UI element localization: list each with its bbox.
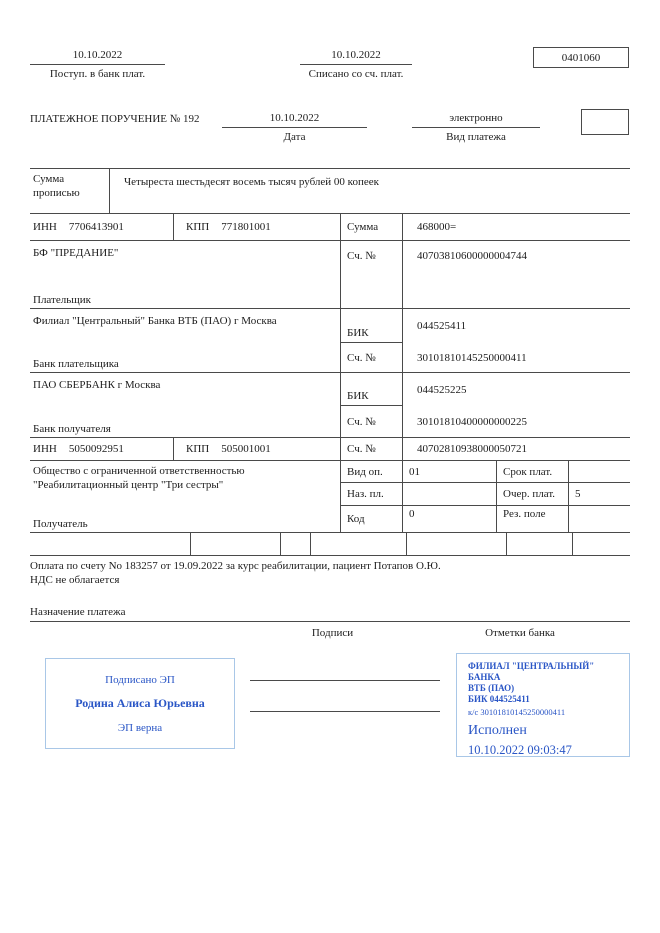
payee-bank-name: ПАО СБЕРБАНК г Москва	[33, 379, 161, 391]
payee-account-label: Сч. №	[340, 438, 402, 460]
form-code-box	[533, 47, 629, 68]
signature-stamp-name: Родина Алиса Юрьевна	[75, 696, 205, 710]
amount-words-value: Четыреста шестьдесят восемь тысяч рублей 00 копеек	[109, 169, 630, 213]
payer-bank-bik-value: 044525411	[417, 320, 467, 332]
amount-words-row	[30, 169, 630, 214]
payment-kind-block	[412, 112, 540, 144]
payment-kind-value: электронно	[412, 112, 540, 128]
payee-bank-corr-value: 30101810400000000225	[417, 415, 527, 428]
payee-kpp: КПП 505001001	[173, 438, 340, 460]
received-date-value: 10.10.2022	[30, 49, 165, 65]
payee-row	[30, 461, 630, 533]
payer-kpp: КПП 771801001	[173, 214, 340, 240]
signature-stamp-line3: ЭП верна	[117, 721, 163, 734]
form-code: 0401060	[561, 51, 601, 64]
purpose-line-2: НДС не облагается	[30, 574, 120, 586]
tax-fields-row	[30, 533, 630, 556]
payer-bank-caption: Банк плательщика	[33, 358, 119, 370]
tax-field-7	[572, 533, 630, 555]
doc-date-label: Дата	[283, 131, 306, 143]
op-kind-value: 01	[402, 461, 496, 482]
payer-caption: Плательщик	[33, 294, 91, 306]
payee-bank-row	[30, 373, 630, 438]
tax-field-5	[406, 533, 506, 555]
tax-field-4	[310, 533, 406, 555]
payer-bank-corr-label: Сч. №	[347, 351, 376, 364]
doc-date-value: 10.10.2022	[222, 112, 367, 128]
pay-term-label: Срок плат.	[496, 461, 568, 482]
amount-value: 468000=	[402, 214, 630, 240]
payer-inn-row	[30, 214, 630, 241]
signature-stamp	[45, 658, 235, 749]
bank-stamp-bank-line1: ФИЛИАЛ "ЦЕНТРАЛЬНЫЙ" БАНКА	[468, 661, 595, 682]
payer-name: БФ "ПРЕДАНИЕ"	[33, 247, 119, 259]
payee-bank-corr-label: Сч. №	[347, 415, 376, 428]
bank-stamp-bik: БИК 044525411	[468, 694, 530, 704]
payee-inn: ИНН 5050092951	[33, 443, 124, 455]
purpose-underline	[30, 621, 630, 622]
purpose-code-value	[402, 483, 496, 505]
bank-stamp-status: Исполнен	[468, 723, 527, 738]
amount-words-label: Сумма прописью	[33, 173, 80, 199]
received-date-block	[30, 49, 165, 81]
payment-purpose-text	[30, 559, 615, 587]
payer-bank-corr-value: 30101810145250000411	[417, 351, 527, 364]
payer-bank-name: Филиал "Центральный" Банка ВТБ (ПАО) г Москва	[33, 315, 277, 327]
debited-date-block	[300, 49, 412, 81]
payment-kind-label: Вид платежа	[446, 131, 506, 143]
payer-inn: ИНН 7706413901	[33, 221, 124, 233]
bank-stamp	[456, 653, 630, 757]
payee-account-value: 40702810938000050721	[402, 438, 630, 460]
purpose-line-1: Оплата по счету No 183257 от 19.09.2022 за курс реабилитации, пациент Потапов О.Ю.	[30, 560, 441, 572]
signature-line-2	[250, 711, 440, 712]
code-value: 0	[402, 506, 496, 532]
reserve-value	[568, 506, 630, 532]
document-title: ПЛАТЕЖНОЕ ПОРУЧЕНИЕ № 192	[30, 113, 200, 125]
payer-bank-bik-label: БИК	[341, 309, 402, 343]
priority-label: Очер. плат.	[496, 483, 568, 505]
amount-label: Сумма	[340, 214, 402, 240]
code-label: Код	[340, 506, 402, 532]
received-date-label: Поступ. в банк плат.	[49, 68, 146, 80]
payer-account-label: Сч. №	[340, 241, 402, 308]
payer-row	[30, 241, 630, 309]
payee-name: Общество с ограниченной ответственностью "Реабилитационный центр "Три сестры"	[33, 465, 245, 491]
payer-account-value: 40703810600000004744	[402, 241, 630, 308]
bank-stamp-datetime: 10.10.2022 09:03:47	[468, 743, 572, 757]
bank-stamp-bank-line2: ВТБ (ПАО)	[468, 683, 515, 693]
doc-date-block	[222, 112, 367, 144]
signatures-label: Подписи	[311, 627, 354, 639]
payee-bank-bik-label: БИК	[341, 373, 402, 406]
tax-field-6	[506, 533, 572, 555]
bank-marks-label: Отметки банка	[485, 627, 555, 639]
payee-caption: Получатель	[33, 518, 88, 530]
priority-value: 5	[568, 483, 630, 505]
tax-field-2	[190, 533, 280, 555]
signature-stamp-line1: Подписано ЭП	[105, 673, 175, 686]
status-checkbox	[581, 109, 629, 135]
payee-inn-row	[30, 438, 630, 461]
payment-order-table	[30, 168, 630, 556]
payee-bank-bik-value: 044525225	[417, 383, 467, 396]
reserve-label: Рез. поле	[496, 506, 568, 532]
payee-bank-caption: Банк получателя	[33, 423, 111, 435]
signature-line-1	[250, 680, 440, 681]
purpose-caption: Назначение платежа	[30, 606, 126, 618]
tax-field-3	[280, 533, 310, 555]
payer-bank-row	[30, 309, 630, 373]
op-kind-label: Вид оп.	[340, 461, 402, 482]
debited-date-label: Списано со сч. плат.	[308, 68, 404, 80]
purpose-code-label: Наз. пл.	[340, 483, 402, 505]
debited-date-value: 10.10.2022	[300, 49, 412, 65]
tax-field-1	[30, 533, 190, 555]
pay-term-value	[568, 461, 630, 482]
bank-stamp-corr: к/с 30101810145250000411	[468, 707, 566, 717]
